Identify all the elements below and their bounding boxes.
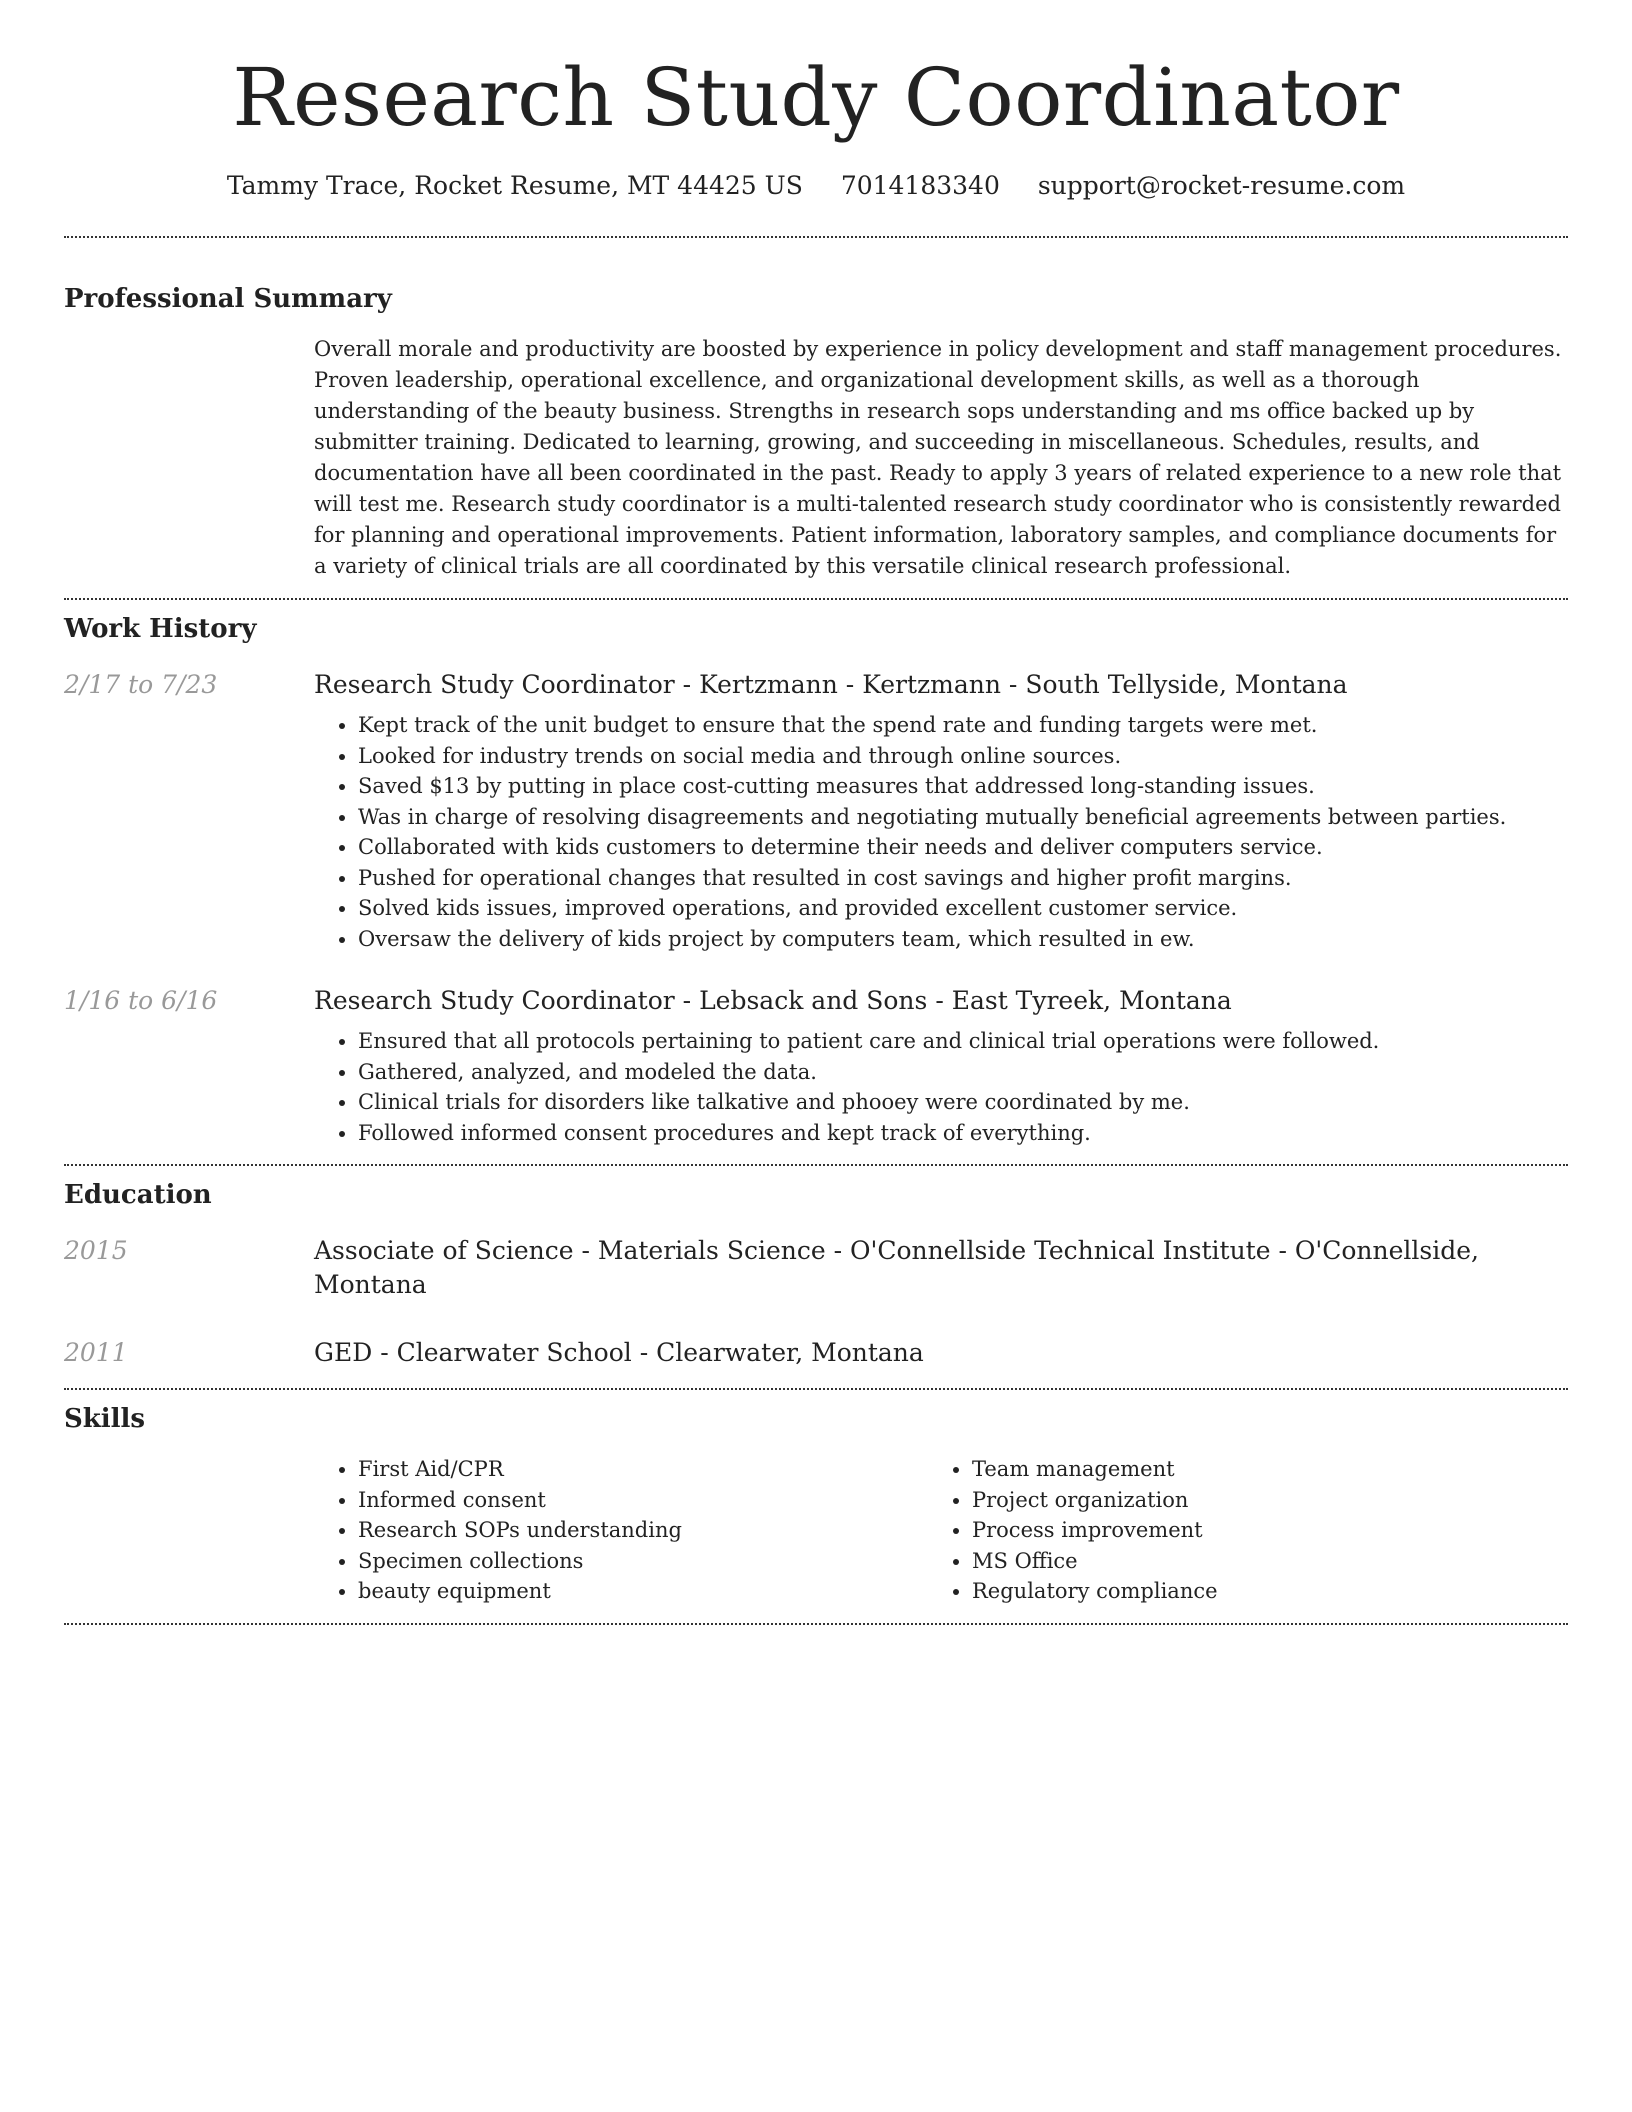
education-entry [64,1336,1568,1370]
work-section [0,600,1632,1148]
education-year: 2015 [64,1236,128,1265]
job-bullets [314,1026,1568,1148]
list-item: • Clinical trials for disorders like talkative and phooey were coordinated by me. [358,1087,1568,1118]
job-entry [64,668,1568,954]
contact-email: support@rocket-resume.com [1037,171,1406,200]
skill-item: • Research SOPs understanding [358,1515,928,1546]
education-entry [64,1234,1568,1302]
section-title-education: Education [64,1180,212,1210]
job-entry [64,984,1568,1148]
job-heading: Research Study Coordinator - Kertzmann - Kertzmann - South Tellyside, Montana [314,670,1348,699]
education-section [0,1166,1632,1370]
skills-section [0,1390,1632,1607]
education-year: 2011 [64,1338,128,1367]
job-heading: Research Study Coordinator - Lebsack and Sons - East Tyreek, Montana [314,986,1232,1015]
skill-item: • First Aid/CPR [358,1454,928,1485]
job-dates: 1/16 to 6/16 [64,986,218,1015]
skill-item: • Team management [972,1454,1542,1485]
section-title-summary: Professional Summary [64,284,392,314]
list-item: • Solved kids issues, improved operations, and provided excellent customer service. [358,893,1568,924]
contact-address: Tammy Trace, Rocket Resume, MT 44425 US [226,171,803,200]
skill-item: • MS Office [972,1546,1542,1577]
contact-line [0,170,1632,202]
job-dates: 2/17 to 7/23 [64,670,218,699]
skills-list-left [314,1454,928,1607]
section-title-skills: Skills [64,1404,146,1434]
skills-columns [314,1454,1568,1607]
contact-phone: 7014183340 [840,171,1000,200]
skill-item: • Specimen collections [358,1546,928,1577]
summary-section [0,238,1632,582]
resume-header [0,0,1632,202]
list-item: • Pushed for operational changes that resulted in cost savings and higher profit margins. [358,863,1568,894]
skills-list-right [928,1454,1542,1607]
list-item: • Ensured that all protocols pertaining to patient care and clinical trial operations were followed. [358,1026,1568,1057]
list-item: • Saved $13 by putting in place cost-cutting measures that addressed long-standing issues. [358,771,1568,802]
skill-item: • beauty equipment [358,1576,928,1607]
divider [64,1623,1568,1625]
list-item: • Was in charge of resolving disagreements and negotiating mutually beneficial agreements between parties. [358,802,1568,833]
list-item: • Gathered, analyzed, and modeled the data. [358,1057,1568,1088]
education-text: GED - Clearwater School - Clearwater, Montana [314,1338,924,1367]
skill-item: • Process improvement [972,1515,1542,1546]
list-item: • Collaborated with kids customers to determine their needs and deliver computers service. [358,832,1568,863]
section-title-work: Work History [64,614,257,644]
skill-item: • Regulatory compliance [972,1576,1542,1607]
skill-item: • Informed consent [358,1485,928,1516]
education-text: Associate of Science - Materials Science - O'Connellside Technical Institute - O'Connellside, Montana [314,1236,1479,1299]
list-item: • Followed informed consent procedures and kept track of everything. [358,1118,1568,1149]
list-item: • Oversaw the delivery of kids project by computers team, which resulted in ew. [358,924,1568,955]
summary-text: Overall morale and productivity are boosted by experience in policy development and staff management procedures. Proven leadership, operational excellence, and organizational development skills, as well as a thorough understanding of the beauty business. Strengths in research sops understanding and ms office backed up by submitter training. Dedicated to learning, growing, and succeeding in miscellaneous. Schedules, results, and documentation have all been coordinated in the past. Ready to apply 3 years of related experience to a new role that will test me. Research study coordinator is a multi-talented research study coordinator who is consistently rewarded for planning and operational improvements. Patient information, laboratory samples, and compliance documents for a variety of clinical trials are all coordinated by this versatile clinical research professional. [314,337,1562,578]
list-item: • Looked for industry trends on social media and through online sources. [358,741,1568,772]
job-bullets [314,710,1568,954]
skill-item: • Project organization [972,1485,1542,1516]
list-item: • Kept track of the unit budget to ensure that the spend rate and funding targets were met. [358,710,1568,741]
resume-name: Research Study Coordinator [232,51,1400,144]
